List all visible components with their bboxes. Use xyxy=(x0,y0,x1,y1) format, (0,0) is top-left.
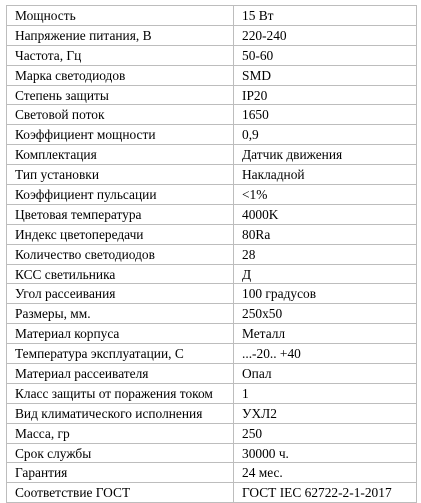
table-row xyxy=(7,204,417,224)
spec-value: 0,9 xyxy=(234,125,417,145)
spec-value: <1% xyxy=(234,185,417,205)
specifications-table xyxy=(6,5,417,503)
spec-name: Соответствие ГОСТ xyxy=(7,483,234,503)
table-row xyxy=(7,105,417,125)
spec-value: 1650 xyxy=(234,105,417,125)
spec-name: Степень защиты xyxy=(7,85,234,105)
table-row xyxy=(7,264,417,284)
spec-value: Датчик движения xyxy=(234,145,417,165)
spec-value: 28 xyxy=(234,244,417,264)
table-row xyxy=(7,483,417,503)
spec-name: КСС светильника xyxy=(7,264,234,284)
spec-name: Тип установки xyxy=(7,165,234,185)
table-row xyxy=(7,85,417,105)
spec-value: 50-60 xyxy=(234,45,417,65)
spec-value: 250x50 xyxy=(234,304,417,324)
spec-value: 80Ra xyxy=(234,224,417,244)
spec-value: 24 мес. xyxy=(234,463,417,483)
spec-value: IP20 xyxy=(234,85,417,105)
spec-value: Опал xyxy=(234,364,417,384)
spec-name: Класс защиты от поражения током xyxy=(7,383,234,403)
table-row xyxy=(7,145,417,165)
spec-value: Накладной xyxy=(234,165,417,185)
table-row xyxy=(7,284,417,304)
spec-value: 1 xyxy=(234,383,417,403)
table-row xyxy=(7,6,417,26)
table-row xyxy=(7,463,417,483)
table-row xyxy=(7,45,417,65)
spec-name: Материал рассеивателя xyxy=(7,364,234,384)
spec-value: Д xyxy=(234,264,417,284)
spec-value: 30000 ч. xyxy=(234,443,417,463)
spec-name: Мощность xyxy=(7,6,234,26)
spec-name: Размеры, мм. xyxy=(7,304,234,324)
table-row xyxy=(7,383,417,403)
spec-name: Гарантия xyxy=(7,463,234,483)
spec-value: 4000K xyxy=(234,204,417,224)
table-row xyxy=(7,65,417,85)
spec-value: SMD xyxy=(234,65,417,85)
spec-name: Коэффициент мощности xyxy=(7,125,234,145)
table-row xyxy=(7,364,417,384)
spec-value: 100 градусов xyxy=(234,284,417,304)
table-row xyxy=(7,344,417,364)
table-row xyxy=(7,403,417,423)
table-row xyxy=(7,304,417,324)
spec-name: Угол рассеивания xyxy=(7,284,234,304)
spec-name: Индекс цветопередачи xyxy=(7,224,234,244)
spec-value: УХЛ2 xyxy=(234,403,417,423)
spec-name: Световой поток xyxy=(7,105,234,125)
table-row xyxy=(7,324,417,344)
spec-name: Комплектация xyxy=(7,145,234,165)
spec-value: ...-20.. +40 xyxy=(234,344,417,364)
spec-value: 250 xyxy=(234,423,417,443)
table-row xyxy=(7,25,417,45)
spec-value: Металл xyxy=(234,324,417,344)
spec-value: 15 Вт xyxy=(234,6,417,26)
table-row xyxy=(7,443,417,463)
spec-name: Температура эксплуатации, С xyxy=(7,344,234,364)
spec-value: 220-240 xyxy=(234,25,417,45)
spec-name: Коэффициент пульсации xyxy=(7,185,234,205)
spec-name: Напряжение питания, В xyxy=(7,25,234,45)
table-row xyxy=(7,125,417,145)
spec-value: ГОСТ IEC 62722-2-1-2017 xyxy=(234,483,417,503)
table-row xyxy=(7,423,417,443)
table-row xyxy=(7,185,417,205)
table-row xyxy=(7,165,417,185)
spec-name: Масса, гр xyxy=(7,423,234,443)
table-row xyxy=(7,244,417,264)
spec-name: Цветовая температура xyxy=(7,204,234,224)
table-row xyxy=(7,224,417,244)
spec-name: Марка светодиодов xyxy=(7,65,234,85)
spec-name: Количество светодиодов xyxy=(7,244,234,264)
spec-name: Вид климатического исполнения xyxy=(7,403,234,423)
spec-name: Срок службы xyxy=(7,443,234,463)
spec-name: Частота, Гц xyxy=(7,45,234,65)
spec-name: Материал корпуса xyxy=(7,324,234,344)
